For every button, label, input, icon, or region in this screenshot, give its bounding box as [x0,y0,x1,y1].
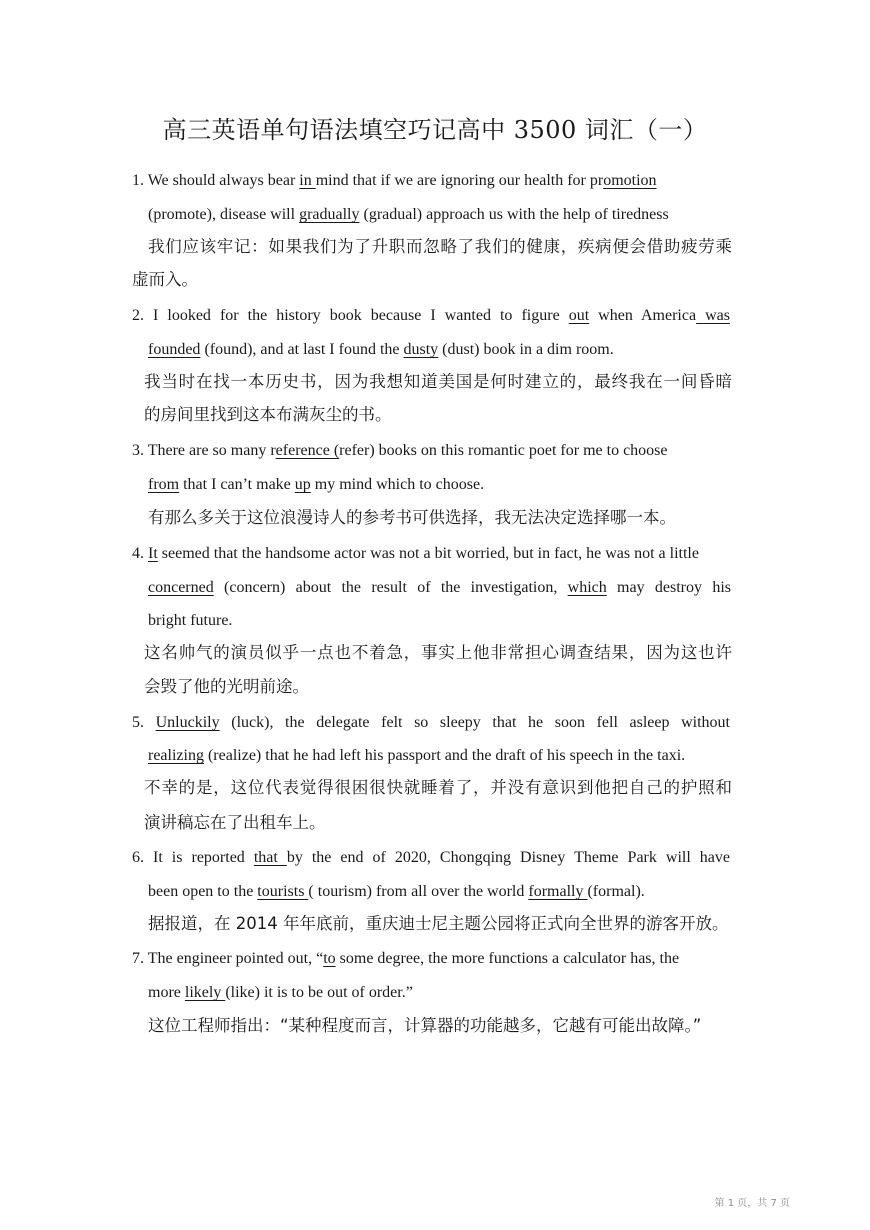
sentence-text: may destroy his [606,579,731,596]
sentence-text: 2. I looked for the history book because I wanted to figure [132,307,569,324]
english-sentence-line [132,170,732,192]
page-title: 高三英语单句语法填空巧记高中 3500 词汇（一） [162,116,708,144]
english-sentence-line [148,982,413,1004]
sentence-text: that I can’t make [179,476,295,493]
filled-answer: dusty [403,341,439,358]
sentence-text: more [148,984,185,1001]
english-sentence-line [132,712,730,734]
sentence-text: 7. The engineer pointed out, “ [132,950,324,967]
english-sentence-line [132,305,730,327]
sentence-text: (promote), disease will [148,206,300,223]
sentence-text: mind that if we are ignoring our health for pr [315,172,604,189]
sentence-text: seemed that the handsome actor was not a bit worried, but in fact, he was not a little [157,545,699,562]
english-sentence-line [132,948,679,970]
sentence-text: 3. There are so many r [132,442,276,459]
sentence-text: (concern) about the result of the investigation, [213,579,568,596]
english-sentence-line [132,543,699,565]
filled-answer: formally [528,883,588,900]
filled-answer: in [299,172,316,189]
filled-answer: to [323,950,336,967]
filled-answer: out [568,307,590,324]
filled-answer: which [567,579,607,596]
sentence-text: ( tourism) from all over the world [308,883,529,900]
filled-answer: founded [148,341,201,358]
sentence-text: my mind which to choose. [310,476,485,493]
chinese-translation-line: 的房间里找到这本布满灰尘的书。 [144,405,392,424]
filled-answer: Unluckily [155,714,220,731]
chinese-translation-line: 演讲稿忘在了出租车上。 [144,813,326,832]
english-sentence-line [148,339,614,361]
english-sentence-line [148,474,484,496]
sentence-text: (found), and at last I found the [200,341,404,358]
sentence-text: when America [589,307,697,324]
sentence-text: refer) books on this romantic poet for me to choose [339,442,668,459]
chinese-translation-line: 有那么多关于这位浪漫诗人的参考书可供选择，我无法决定选择哪一本。 [148,508,676,527]
filled-answer: omotion [603,172,657,189]
filled-answer: tourists [257,883,309,900]
chinese-translation-line: 这位工程师指出：“某种程度而言，计算器的功能越多，它越有可能出故障。” [148,1016,702,1035]
sentence-text: (luck), the delegate felt so sleepy that he soon fell asleep without [219,714,731,731]
filled-answer: eference ( [275,442,340,459]
sentence-text: 5. [132,714,156,731]
sentence-text: been open to the [148,883,258,900]
english-sentence-line [132,847,730,869]
sentence-text: some degree, the more functions a calculator has, the [335,950,680,967]
sentence-text: (gradual) approach us with the help of tiredness [359,206,669,223]
sentence-text: 1. We should always bear [132,172,300,189]
filled-answer: realizing [148,747,204,764]
chinese-translation-line: 会毁了他的光明前途。 [144,677,309,696]
chinese-translation-line: 这名帅气的演员似乎一点也不着急，事实上他非常担心调查结果，因为这也许 [144,643,732,662]
filled-answer: that [253,849,287,866]
sentence-text: 4. [132,545,148,562]
english-sentence-line [148,881,645,903]
chinese-translation-line: 据报道，在 2014 年年底前，重庆迪士尼主题公园将正式向全世界的游客开放。 [148,914,729,933]
chinese-translation-line: 我当时在找一本历史书，因为我想知道美国是何时建立的，最终我在一间昏暗 [144,372,732,391]
sentence-text: (dust) book in a dim room. [438,341,614,358]
filled-answer: It [148,545,158,562]
sentence-text: (like) it is to be out of order.” [225,984,413,1001]
filled-answer: gradually [299,206,360,223]
english-sentence-line [148,610,232,632]
filled-answer: was [696,307,730,324]
chinese-translation-line: 不幸的是，这位代表觉得很困很快就睡着了，并没有意识到他把自己的护照和 [144,778,732,797]
filled-answer: up [294,476,311,493]
filled-answer: concerned [148,579,214,596]
sentence-text: (realize) that he had left his passport and the draft of his speech in the taxi. [203,747,686,764]
filled-answer: from [148,476,180,493]
english-sentence-line [148,745,685,767]
chinese-translation-line: 虚而入。 [132,270,198,289]
sentence-text: by the end of 2020, Chongqing Disney Theme Park will have [286,849,730,866]
english-sentence-line [148,577,731,599]
english-sentence-line [132,440,668,462]
sentence-text: bright future. [148,612,233,629]
page-number: 第 1 页，共 7 页 [714,1198,790,1209]
sentence-text: 6. It is reported [132,849,254,866]
chinese-translation-line: 我们应该牢记：如果我们为了升职而忽略了我们的健康，疾病便会借助疲劳乘 [148,237,732,256]
sentence-text: (formal). [587,883,645,900]
filled-answer: likely [184,984,226,1001]
english-sentence-line [148,204,669,226]
